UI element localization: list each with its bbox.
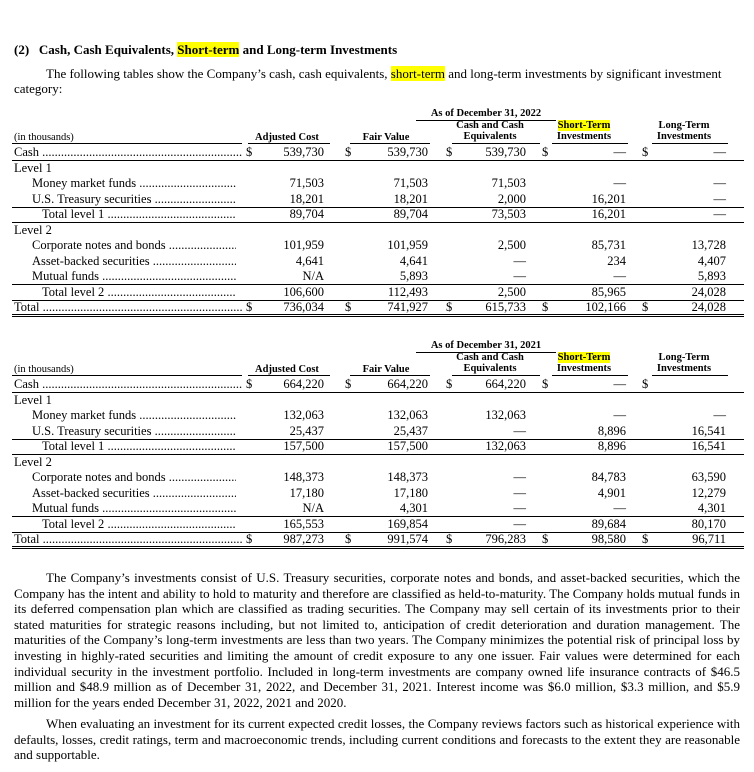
cell-cash-eq: — [513, 501, 526, 515]
cell-fair-value: 71,503 [393, 176, 428, 190]
cell-cash-eq: — [513, 516, 526, 531]
cell-long-term: 16,541 [691, 423, 726, 438]
cell-cash-eq: — [513, 269, 526, 283]
cell-cash-eq: 132,063 [485, 439, 526, 453]
cell-cash-eq: 539,730 [485, 145, 526, 159]
cell-fair-value: 25,437 [393, 423, 428, 438]
row-label-mutual-funds: Mutual funds ..... [32, 501, 236, 516]
cell-short-term: 102,166 [585, 300, 626, 314]
col-fair-value: Fair Value [362, 132, 410, 143]
row-label-mutual-funds: Mutual funds ..... [32, 269, 236, 284]
cell-long-term: 5,893 [697, 269, 726, 283]
cell-long-term: — [713, 176, 726, 190]
row-label-u-s-treasury-securities: U.S. Treasury securities ..... [32, 424, 236, 439]
table-row [12, 377, 744, 392]
cell-short-term: 98,580 [591, 532, 626, 546]
table-row [12, 455, 744, 470]
paragraph-investments: The Company’s investments consist of U.S. Treasury securities, corporate notes and bonds, and asset-backed securities, which the Company has the intent and ability to hold to maturity and therefore are classified as held-to-maturity. The Company holds mutual funds in its deferred compensation plan which are classified as trading securities. The Company may sell certain of its investments prior to their stated maturities for strategic reasons including, but not limited to, anticipation of credit deterioration and duration management. The maturities of the Company’s long-term investments are less than two years. The Company minimizes the potential risk of principal loss by investing in highly-rated securities and limiting the amount of credit exposure to any one issuer. Fair values were determined for each individual security in the investment portfolio. Included in long-term investments are company owned life insurance contracts of $46.5 million and $48.9 million as of December 31, 2022, and December 31, 2021. Interest income was $6.0 million, $3.3 million, and $5.9 million for the years ended December 31, 2022, 2021 and 2020. [14, 570, 740, 710]
currency-symbol: $ [246, 300, 253, 314]
currency-symbol: $ [542, 300, 549, 314]
currency-symbol: $ [542, 532, 549, 546]
table-row [12, 269, 744, 284]
table-row [12, 300, 744, 315]
cell-long-term: 63,590 [691, 470, 726, 484]
currency-symbol: $ [345, 300, 352, 314]
cell-long-term: 80,170 [691, 516, 726, 531]
row-label-level-1: Level 1 [14, 392, 52, 407]
row-label-total-level-1: Total level 1 ..... [42, 439, 236, 454]
row-label-u-s-treasury-securities: U.S. Treasury securities ..... [32, 192, 236, 207]
cell-cash-eq: — [513, 423, 526, 438]
cell-short-term: — [613, 377, 626, 391]
cell-adjusted-cost: 736,034 [283, 300, 324, 314]
cell-short-term: — [613, 501, 626, 515]
cell-fair-value: 157,500 [387, 439, 428, 453]
table-row [12, 532, 744, 547]
table-row [12, 145, 744, 160]
cell-cash-eq: — [513, 253, 526, 268]
cell-fair-value: 148,373 [387, 470, 428, 484]
table-row [12, 207, 744, 222]
cell-adjusted-cost: 17,180 [289, 485, 324, 500]
row-label-money-market-funds: Money market funds ..... [32, 408, 236, 423]
row-label-level-1: Level 1 [14, 160, 52, 175]
cell-fair-value: 991,574 [387, 532, 428, 546]
table-row [12, 439, 744, 454]
currency-symbol: $ [642, 377, 649, 391]
cell-fair-value: 664,220 [387, 377, 428, 391]
row-label-total-level-1: Total level 1 ..... [42, 207, 236, 222]
section-title: Cash, Cash Equivalents, Short-term and Long-term Investments [38, 42, 398, 57]
cell-cash-eq: 73,503 [491, 207, 526, 221]
cell-short-term: 16,201 [591, 191, 626, 206]
cell-short-term: — [613, 176, 626, 190]
row-label-level-2: Level 2 [14, 454, 52, 469]
cell-long-term: — [713, 191, 726, 206]
currency-symbol: $ [642, 300, 649, 314]
cell-cash-eq: 2,500 [497, 238, 526, 252]
search-highlight: short-term [390, 66, 445, 81]
cell-long-term: — [713, 207, 726, 221]
units-label: (in thousands) [14, 364, 74, 375]
table-row [12, 408, 744, 423]
table-row [12, 223, 744, 238]
cell-cash-eq: 796,283 [485, 532, 526, 546]
cell-fair-value: 741,927 [387, 300, 428, 314]
cell-cash-eq: 71,503 [491, 176, 526, 190]
col-short-term: Short-Term Investments [556, 352, 612, 374]
currency-symbol: $ [542, 145, 549, 159]
cell-adjusted-cost: 89,704 [289, 207, 324, 221]
cell-fair-value: 132,063 [387, 408, 428, 422]
table-row [12, 470, 744, 485]
cell-short-term: — [613, 408, 626, 422]
table-row [12, 192, 744, 207]
paragraph-credit-losses: When evaluating an investment for its current expected credit losses, the Company reviews factors such as historical experience with defaults, losses, credit ratings, term and macroeconomic trends, including current conditions and forecasts to the extent they are reasonable and supportable. [14, 716, 740, 763]
cell-long-term: — [713, 145, 726, 159]
row-label-cash: Cash ..... [14, 145, 242, 160]
cell-adjusted-cost: 71,503 [289, 176, 324, 190]
cell-adjusted-cost: 106,600 [283, 284, 324, 299]
col-cash-equivalents: Cash and Cash Equivalents [456, 120, 524, 142]
cell-adjusted-cost: 132,063 [283, 408, 324, 422]
cell-long-term: 4,407 [697, 253, 726, 268]
cell-long-term: 4,301 [697, 501, 726, 515]
cell-short-term: 8,896 [597, 439, 626, 453]
cell-short-term: 8,896 [597, 423, 626, 438]
row-label-total-level-2: Total level 2 ..... [42, 285, 236, 300]
col-adjusted-cost: Adjusted Cost [255, 132, 319, 143]
table-row [12, 161, 744, 176]
cell-short-term: 16,201 [591, 207, 626, 221]
cell-short-term: 84,783 [591, 470, 626, 484]
cell-cash-eq: 2,000 [497, 191, 526, 206]
table-row [12, 393, 744, 408]
currency-symbol: $ [642, 532, 649, 546]
cell-short-term: 4,901 [597, 485, 626, 500]
cell-adjusted-cost: 4,641 [295, 253, 324, 268]
cell-cash-eq: 132,063 [485, 408, 526, 422]
investments-table-2021 [12, 340, 744, 562]
section-number: (2) [14, 42, 30, 57]
units-label: (in thousands) [14, 132, 74, 143]
row-label-total-level-2: Total level 2 ..... [42, 517, 236, 532]
currency-symbol: $ [246, 532, 253, 546]
cell-fair-value: 17,180 [393, 485, 428, 500]
row-label-level-2: Level 2 [14, 222, 52, 237]
cell-short-term: 89,684 [591, 516, 626, 531]
cell-fair-value: 539,730 [387, 145, 428, 159]
row-label-cash: Cash ..... [14, 377, 242, 392]
currency-symbol: $ [246, 145, 253, 159]
cell-adjusted-cost: N/A [302, 269, 324, 283]
currency-symbol: $ [446, 145, 453, 159]
table-row [12, 254, 744, 269]
cell-cash-eq: — [513, 485, 526, 500]
cell-cash-eq: 615,733 [485, 300, 526, 314]
row-label-total: Total ..... [14, 532, 242, 547]
row-label-corporate-notes-and-bonds: Corporate notes and bonds ..... [32, 238, 236, 253]
table-row [12, 238, 744, 253]
cell-fair-value: 101,959 [387, 238, 428, 252]
table-row [12, 176, 744, 191]
table-row [12, 486, 744, 501]
col-long-term: Long-Term Investments [656, 120, 712, 142]
cell-adjusted-cost: 157,500 [283, 439, 324, 453]
currency-symbol: $ [345, 145, 352, 159]
cell-fair-value: 169,854 [387, 516, 428, 531]
cell-adjusted-cost: 664,220 [283, 377, 324, 391]
cell-fair-value: 18,201 [393, 191, 428, 206]
row-label-asset-backed-securities: Asset-backed securities ..... [32, 254, 236, 269]
row-label-total: Total ..... [14, 300, 242, 315]
date-header: As of December 31, 2022 [430, 108, 542, 119]
cell-adjusted-cost: 539,730 [283, 145, 324, 159]
col-fair-value: Fair Value [362, 364, 410, 375]
cell-adjusted-cost: N/A [302, 501, 324, 515]
cell-fair-value: 112,493 [387, 284, 428, 299]
cell-long-term: 13,728 [691, 238, 726, 252]
row-label-corporate-notes-and-bonds: Corporate notes and bonds ..... [32, 470, 236, 485]
col-adjusted-cost: Adjusted Cost [255, 364, 319, 375]
table-row [12, 501, 744, 516]
currency-symbol: $ [542, 377, 549, 391]
currency-symbol: $ [345, 377, 352, 391]
cell-adjusted-cost: 18,201 [289, 191, 324, 206]
cell-long-term: 12,279 [691, 485, 726, 500]
col-cash-equivalents: Cash and Cash Equivalents [456, 352, 524, 374]
col-short-term: Short-Term Investments [556, 120, 612, 142]
currency-symbol: $ [246, 377, 253, 391]
cell-cash-eq: 664,220 [485, 377, 526, 391]
cell-long-term: 96,711 [692, 532, 726, 546]
cell-short-term: 85,965 [591, 284, 626, 299]
cell-short-term: 234 [607, 253, 626, 268]
cell-long-term: 24,028 [691, 284, 726, 299]
col-long-term: Long-Term Investments [656, 352, 712, 374]
cell-short-term: 85,731 [591, 238, 626, 252]
currency-symbol: $ [345, 532, 352, 546]
section-heading [14, 42, 397, 58]
cell-adjusted-cost: 25,437 [289, 423, 324, 438]
cell-long-term: 16,541 [691, 439, 726, 453]
investments-table-2022 [12, 108, 744, 328]
table-row [12, 424, 744, 439]
table-row [12, 285, 744, 300]
cell-cash-eq: 2,500 [497, 284, 526, 299]
cell-adjusted-cost: 987,273 [283, 532, 324, 546]
cell-fair-value: 89,704 [393, 207, 428, 221]
intro-text: The following tables show the Company’s cash, cash equivalents, short-term and long-term investments by significant investment category: [14, 66, 722, 96]
cell-fair-value: 5,893 [399, 269, 428, 283]
search-highlight: Short-term [177, 42, 240, 57]
cell-adjusted-cost: 148,373 [283, 470, 324, 484]
cell-long-term: — [713, 408, 726, 422]
table-row [12, 517, 744, 532]
currency-symbol: $ [642, 145, 649, 159]
currency-symbol: $ [446, 300, 453, 314]
cell-cash-eq: — [513, 470, 526, 484]
row-label-asset-backed-securities: Asset-backed securities ..... [32, 486, 236, 501]
date-header: As of December 31, 2021 [430, 340, 542, 351]
currency-symbol: $ [446, 532, 453, 546]
row-label-money-market-funds: Money market funds ..... [32, 176, 236, 191]
cell-fair-value: 4,301 [399, 501, 428, 515]
cell-adjusted-cost: 101,959 [283, 238, 324, 252]
cell-short-term: — [613, 269, 626, 283]
cell-fair-value: 4,641 [399, 253, 428, 268]
cell-short-term: — [613, 145, 626, 159]
currency-symbol: $ [446, 377, 453, 391]
cell-long-term: 24,028 [691, 300, 726, 314]
cell-adjusted-cost: 165,553 [283, 516, 324, 531]
